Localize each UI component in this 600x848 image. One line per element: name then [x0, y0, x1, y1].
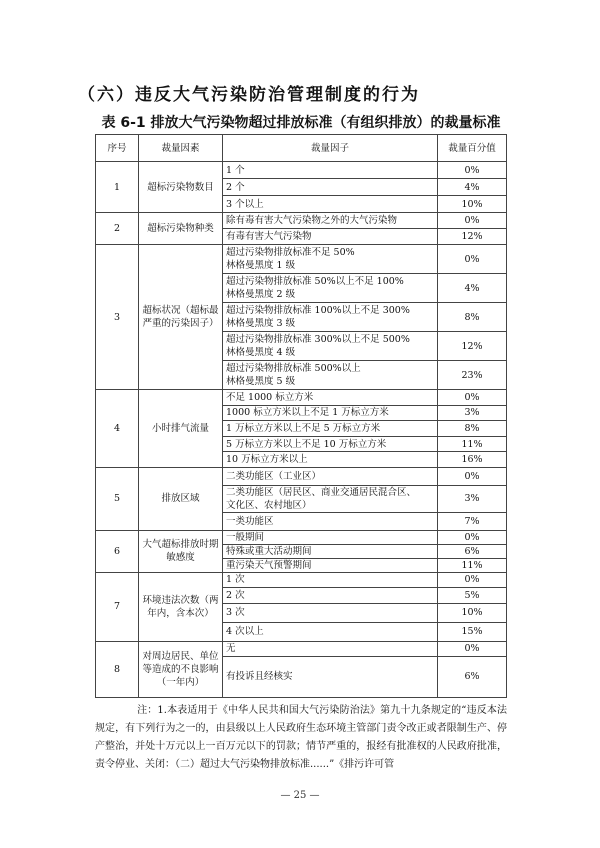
item-text: 1 个: [226, 164, 245, 176]
item-text: 超过污染物排放标准不足 50%: [226, 247, 355, 258]
table-row: [96, 390, 507, 406]
item-text: 3 个以上: [226, 198, 264, 210]
discretion-percent: 10%: [438, 196, 507, 213]
item-text: 2 个: [226, 181, 245, 193]
table-row: [96, 245, 507, 274]
item-text: 无: [226, 643, 236, 655]
table-row: [96, 467, 507, 485]
discretion-percent: 3%: [438, 485, 507, 512]
item-text-line2: 林格曼黑度 3 级: [226, 318, 296, 329]
item-text: 超过污染物排放标准 100%以上不足 300%: [226, 305, 410, 316]
item-text: 特殊或重大活动期间: [226, 545, 312, 557]
discretion-item: [223, 405, 438, 421]
discretion-percent: 0%: [438, 641, 507, 656]
discretion-percent: 15%: [438, 622, 507, 641]
item-text-line2: 文化区、农村地区）: [226, 499, 312, 511]
discretion-percent: 4%: [438, 274, 507, 303]
header-percent: 裁量百分值: [438, 135, 507, 162]
row-number: 6: [96, 530, 139, 572]
table-row: [96, 572, 507, 587]
table-row: [96, 641, 507, 656]
discretion-standard-table: [95, 134, 507, 698]
discretion-percent: 0%: [438, 162, 507, 179]
discretion-item: [223, 512, 438, 530]
discretion-item: [223, 162, 438, 179]
discretion-item: [223, 452, 438, 468]
item-text-line2: 林格曼黑度 1 级: [226, 260, 296, 271]
table-body: [96, 162, 507, 698]
table-title: 表 6-1 排放大气污染物超过排放标准（有组织排放）的裁量标准: [101, 115, 501, 131]
discretion-percent: 16%: [438, 452, 507, 468]
table-note: [95, 702, 507, 774]
discretion-percent: 12%: [438, 229, 507, 245]
discretion-item: [223, 213, 438, 229]
item-text-line2: 林格曼黑度 5 级: [226, 376, 296, 387]
item-text: 有投诉且经核实: [226, 671, 293, 683]
item-text: 重污染天气预警期间: [226, 559, 312, 571]
item-text-line2: 林格曼黑度 2 级: [226, 289, 296, 300]
section-title: （六）违反大气污染防治管理制度的行为: [78, 85, 420, 105]
discretion-item: [223, 656, 438, 697]
discretion-factor: 超标状况（超标最严重的污染因子）: [139, 245, 223, 390]
page-number: — 25 —: [280, 790, 320, 801]
discretion-percent: 7%: [438, 512, 507, 530]
item-text: 超过污染物排放标准 300%以上不足 500%: [226, 334, 410, 345]
row-number: 2: [96, 213, 139, 245]
item-text: 不足 1000 标立方米: [226, 391, 314, 403]
item-text: 二类功能区（工业区）: [226, 470, 322, 482]
item-text: 除有毒有害大气污染物之外的大气污染物: [226, 215, 398, 226]
note-text: 注：1.本表适用于《中华人民共和国大气污染防治法》第九十九条规定的“违反本法规定，有下列行为之一的，由县级以上人民政府生态环境主管部门责令改正或者限制生产、停产整治，并处十万元以上一百万元以下的罚款；情节严重的，报经有批准权的人民政府批准，责令停业、关闭：（二）超过大气污染物排放标准......”《排污许可管: [95, 705, 507, 770]
discretion-percent: 0%: [438, 572, 507, 587]
discretion-percent: 0%: [438, 213, 507, 229]
discretion-item: [223, 245, 438, 274]
item-text: 3 次: [226, 607, 245, 619]
row-number: 7: [96, 572, 139, 641]
discretion-item: [223, 622, 438, 641]
item-text: 10 万标立方米以上: [226, 454, 308, 466]
discretion-percent: 5%: [438, 587, 507, 603]
discretion-percent: 8%: [438, 421, 507, 437]
discretion-item: [223, 303, 438, 332]
discretion-percent: 0%: [438, 390, 507, 406]
item-text: 超过污染物排放标准 50%以上不足 100%: [226, 276, 404, 287]
discretion-item: [223, 544, 438, 558]
discretion-percent: 10%: [438, 603, 507, 622]
item-text-line2: 林格曼黑度 4 级: [226, 347, 296, 358]
table-row: [96, 213, 507, 229]
item-text: 5 万标立方米以上不足 10 万标立方米: [226, 438, 387, 450]
discretion-percent: 0%: [438, 245, 507, 274]
discretion-item: [223, 641, 438, 656]
header-factor: 裁量因素: [139, 135, 223, 162]
item-text: 有毒有害大气污染物: [226, 231, 312, 242]
discretion-percent: 4%: [438, 179, 507, 196]
discretion-item: [223, 485, 438, 512]
discretion-percent: 0%: [438, 530, 507, 544]
discretion-item: [223, 229, 438, 245]
discretion-item: [223, 587, 438, 603]
discretion-item: [223, 361, 438, 390]
header-item: 裁量因子: [223, 135, 438, 162]
row-number: 3: [96, 245, 139, 390]
discretion-percent: 8%: [438, 303, 507, 332]
discretion-percent: 6%: [438, 544, 507, 558]
discretion-factor: 环境违法次数（两年内，含本次）: [139, 572, 223, 641]
discretion-item: [223, 274, 438, 303]
item-text: 一类功能区: [226, 515, 274, 527]
row-number: 4: [96, 390, 139, 468]
discretion-factor: 大气超标排放时期敏感度: [139, 530, 223, 572]
table-row: [96, 162, 507, 179]
header-no: 序号: [96, 135, 139, 162]
discretion-percent: 12%: [438, 332, 507, 361]
row-number: 1: [96, 162, 139, 213]
discretion-percent: 6%: [438, 656, 507, 697]
discretion-item: [223, 332, 438, 361]
item-text: 4 次以上: [226, 626, 264, 638]
item-text: 超过污染物排放标准 500%以上: [226, 363, 361, 374]
discretion-factor: 对周边居民、单位等造成的不良影响（一年内）: [139, 641, 223, 697]
table-row: [96, 530, 507, 544]
discretion-factor: 超标污染物种类: [139, 213, 223, 245]
item-text: 二类功能区（居民区、商业交通居民混合区、: [226, 486, 417, 498]
discretion-item: [223, 179, 438, 196]
discretion-item: [223, 572, 438, 587]
discretion-percent: 0%: [438, 467, 507, 485]
discretion-percent: 23%: [438, 361, 507, 390]
item-text: 1 次: [226, 574, 245, 586]
item-text: 一般期间: [226, 531, 265, 543]
item-text: 1 万标立方米以上不足 5 万标立方米: [226, 422, 381, 434]
discretion-item: [223, 196, 438, 213]
discretion-item: [223, 603, 438, 622]
row-number: 8: [96, 641, 139, 697]
discretion-factor: 超标污染物数目: [139, 162, 223, 213]
item-text: 2 次: [226, 589, 245, 601]
discretion-percent: 11%: [438, 558, 507, 572]
discretion-factor: 小时排气流量: [139, 390, 223, 468]
discretion-item: [223, 467, 438, 485]
row-number: 5: [96, 467, 139, 530]
discretion-item: [223, 530, 438, 544]
item-text: 1000 标立方米以上不足 1 万标立方米: [226, 407, 389, 419]
discretion-item: [223, 436, 438, 452]
discretion-item: [223, 421, 438, 437]
discretion-factor: 排放区域: [139, 467, 223, 530]
discretion-percent: 11%: [438, 436, 507, 452]
discretion-item: [223, 558, 438, 572]
table-header-row: [96, 135, 507, 162]
discretion-percent: 3%: [438, 405, 507, 421]
discretion-item: [223, 390, 438, 406]
